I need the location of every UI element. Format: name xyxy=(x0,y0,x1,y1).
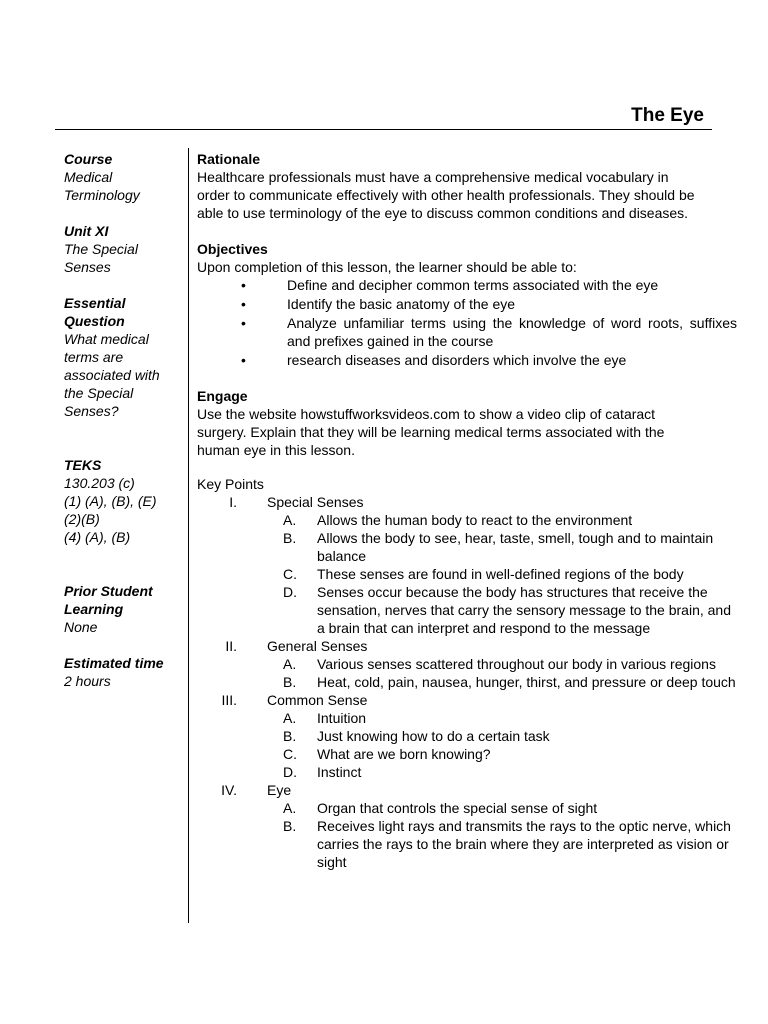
sub-point-text: Allows the human body to react to the environment xyxy=(317,512,633,528)
essential-question-text: What medical xyxy=(64,331,149,347)
key-point-title: Special Senses xyxy=(267,494,364,510)
main-content xyxy=(197,150,737,871)
sub-point-letter: B. xyxy=(283,728,297,744)
estimated-time-value: 2 hours xyxy=(64,673,111,689)
roman-numeral: IV. xyxy=(221,782,237,798)
engage-text: surgery. Explain that they will be learning medical terms associated with the xyxy=(197,424,665,440)
prior-learning-block xyxy=(64,582,184,636)
objective-text: Identify the basic anatomy of the eye xyxy=(287,296,516,312)
unit-block xyxy=(64,222,184,276)
key-point-title: General Senses xyxy=(267,638,368,654)
essential-question-text: Senses? xyxy=(64,403,119,419)
sub-point xyxy=(197,727,737,745)
sub-point-letter: C. xyxy=(283,566,297,582)
course-value: Medical xyxy=(64,169,113,185)
objective-item xyxy=(197,276,737,294)
essential-question-text: terms are xyxy=(64,349,124,365)
sub-point-letter: C. xyxy=(283,746,297,762)
sub-point xyxy=(197,529,737,565)
sub-point-letter: B. xyxy=(283,674,297,690)
key-point xyxy=(197,637,737,655)
objective-text: Define and decipher common terms associated with the eye xyxy=(287,277,659,293)
key-point-title: Eye xyxy=(267,782,292,798)
teks-value: (1) (A), (B), (E) xyxy=(64,493,157,509)
objectives-heading: Objectives xyxy=(197,241,268,257)
roman-numeral: II. xyxy=(225,638,237,654)
objective-text: research diseases and disorders which involve the eye xyxy=(287,352,627,368)
column-divider xyxy=(188,148,189,923)
sub-point xyxy=(197,763,737,781)
sub-point-letter: A. xyxy=(283,710,297,726)
sub-point-letter: B. xyxy=(283,818,297,834)
sub-point xyxy=(197,709,737,727)
roman-numeral: I. xyxy=(229,494,237,510)
key-point xyxy=(197,781,737,799)
bullet-icon: • xyxy=(241,315,246,331)
sub-point xyxy=(197,565,737,583)
sub-point-letter: A. xyxy=(283,656,297,672)
rationale-text: order to communicate effectively with other health professionals. They should be xyxy=(197,187,695,203)
sub-point-text: Organ that controls the special sense of sight xyxy=(317,800,598,816)
estimated-time-label: Estimated time xyxy=(64,655,164,671)
prior-learning-label: Learning xyxy=(64,601,124,617)
sub-point-text: Senses occur because the body has structures that receive the sensation, nerves that carry the sensory message to the brain, and a brain that can interpret and respond to the message xyxy=(317,584,732,636)
sub-point-text: Various senses scattered throughout our body in various regions xyxy=(317,656,716,672)
objectives-intro: Upon completion of this lesson, the learner should be able to: xyxy=(197,259,577,275)
sub-point-text: Intuition xyxy=(317,710,367,726)
rationale-section xyxy=(197,150,737,222)
essential-question-text: the Special xyxy=(64,385,134,401)
sub-point-text: What are we born knowing? xyxy=(317,746,491,762)
teks-value: (4) (A), (B) xyxy=(64,529,131,545)
course-value: Terminology xyxy=(64,187,140,203)
teks-label: TEKS xyxy=(64,457,102,473)
teks-value: (2)(B) xyxy=(64,511,100,527)
rationale-heading: Rationale xyxy=(197,151,261,167)
key-point-title: Common Sense xyxy=(267,692,368,708)
teks-block xyxy=(64,456,184,546)
essential-question-label: Essential xyxy=(64,295,126,311)
page-title: The Eye xyxy=(631,105,704,126)
sub-point xyxy=(197,817,737,871)
prior-learning-label: Prior Student xyxy=(64,583,153,599)
sub-point-letter: A. xyxy=(283,800,297,816)
objective-item xyxy=(197,351,737,369)
sub-point-text: Allows the body to see, hear, taste, smell, tough and to maintain balance xyxy=(317,530,714,564)
teks-value: 130.203 (c) xyxy=(64,475,135,491)
sub-point xyxy=(197,511,737,529)
engage-section xyxy=(197,387,737,459)
roman-numeral: III. xyxy=(221,692,237,708)
bullet-icon: • xyxy=(241,277,246,293)
unit-value: The Special xyxy=(64,241,138,257)
sidebar xyxy=(64,150,184,690)
sub-point-text: Receives light rays and transmits the rays to the optic nerve, which carries the rays to the brain where they are interpreted as vision or sight xyxy=(317,818,731,870)
sub-point-text: Heat, cold, pain, nausea, hunger, thirst, and pressure or deep touch xyxy=(317,674,736,690)
estimated-time-block xyxy=(64,654,184,690)
essential-question-block xyxy=(64,294,184,420)
bullet-icon: • xyxy=(241,296,246,312)
prior-learning-value: None xyxy=(64,619,98,635)
rationale-text: able to use terminology of the eye to discuss common conditions and diseases. xyxy=(197,205,689,221)
key-points-heading: Key Points xyxy=(197,476,264,492)
sub-point-letter: B. xyxy=(283,530,297,546)
key-point xyxy=(197,493,737,511)
sub-point-letter: D. xyxy=(283,764,297,780)
sub-point-text: These senses are found in well-defined regions of the body xyxy=(317,566,684,582)
essential-question-label: Question xyxy=(64,313,125,329)
course-label: Course xyxy=(64,151,113,167)
unit-value: Senses xyxy=(64,259,111,275)
engage-text: Use the website howstuffworksvideos.com to show a video clip of cataract xyxy=(197,406,656,422)
sub-point-text: Just knowing how to do a certain task xyxy=(317,728,550,744)
objectives-list xyxy=(197,276,737,369)
sub-point-text: Instinct xyxy=(317,764,362,780)
course-block xyxy=(64,150,184,204)
sub-point xyxy=(197,745,737,763)
bullet-icon: • xyxy=(241,352,246,368)
engage-text: human eye in this lesson. xyxy=(197,442,355,458)
key-point xyxy=(197,691,737,709)
objectives-section xyxy=(197,240,737,369)
unit-label: Unit XI xyxy=(64,223,109,239)
sub-point-letter: A. xyxy=(283,512,297,528)
objective-text: Analyze unfamiliar terms using the knowledge of word roots, suffixes and prefixes gained in the course xyxy=(287,315,737,349)
engage-heading: Engage xyxy=(197,388,248,404)
sub-point xyxy=(197,799,737,817)
rationale-text: Healthcare professionals must have a comprehensive medical vocabulary in xyxy=(197,169,669,185)
sub-point-letter: D. xyxy=(283,584,297,600)
essential-question-text: associated with xyxy=(64,367,160,383)
objective-item xyxy=(197,295,737,313)
sub-point xyxy=(197,583,737,637)
sub-point xyxy=(197,655,737,673)
objective-item xyxy=(197,314,737,350)
key-points-section xyxy=(197,475,737,871)
sub-point xyxy=(197,673,737,691)
header-divider xyxy=(55,129,712,130)
